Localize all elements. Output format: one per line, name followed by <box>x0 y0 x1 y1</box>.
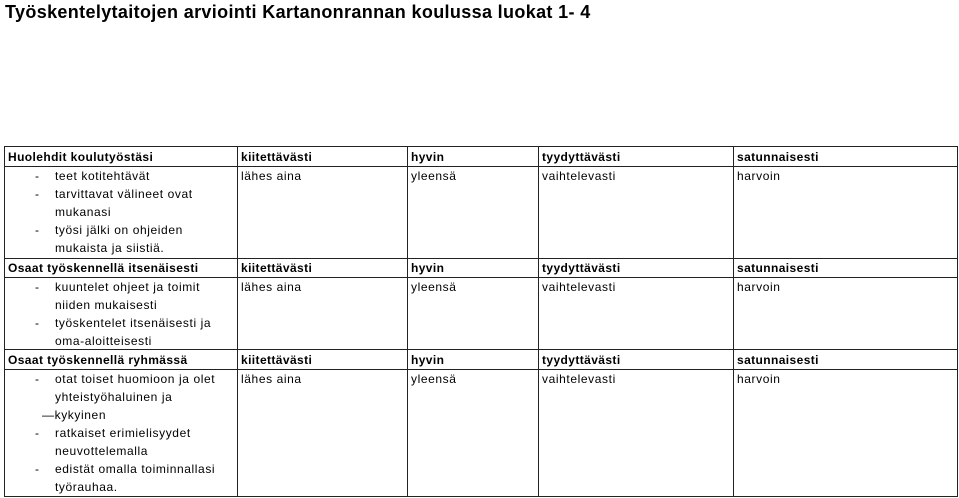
criteria-line <box>5 442 237 460</box>
criteria-item <box>5 167 237 185</box>
criteria-text: mukanasi <box>55 205 112 219</box>
criteria-item <box>5 278 237 314</box>
criteria-line <box>5 278 237 296</box>
criteria-line <box>5 424 237 442</box>
criteria-text: työskentelet itsenäisesti ja <box>55 316 212 330</box>
criteria-text: niiden mukaisesti <box>55 298 158 312</box>
bullet-dash: - <box>35 187 40 201</box>
criteria-text: otat toiset huomioon ja olet <box>55 372 216 386</box>
bullet-dash: - <box>35 316 40 330</box>
column-header-tyydyttavasti: tyydyttävästi <box>539 350 734 370</box>
criteria-line <box>5 239 237 257</box>
criteria-line <box>5 460 237 478</box>
criteria-text: edistät omalla toiminnallasi <box>55 462 216 476</box>
criteria-list <box>5 167 238 259</box>
criteria-item <box>5 424 237 460</box>
criteria-text: ratkaiset erimielisyydet <box>55 426 191 440</box>
criteria-text: työrauhaa. <box>55 480 118 494</box>
criteria-item <box>5 185 237 221</box>
column-header-satunnaisesti: satunnaisesti <box>734 259 958 278</box>
rating-vaihtelevasti: vaihtelevasti <box>539 167 734 259</box>
section-heading: Osaat työskennellä itsenäisesti <box>5 259 238 278</box>
section-heading: Osaat työskennellä ryhmässä <box>5 350 238 370</box>
criteria-item <box>5 314 237 350</box>
criteria-text: työsi jälki on ohjeiden <box>55 223 183 237</box>
column-header-tyydyttavasti: tyydyttävästi <box>539 259 734 278</box>
rating-lahes-aina: lähes aina <box>238 278 408 350</box>
column-header-hyvin: hyvin <box>408 147 539 167</box>
criteria-line <box>5 406 237 424</box>
criteria-line <box>5 478 237 496</box>
criteria-text: mukaista ja siistiä. <box>55 241 165 255</box>
column-header-kiitettavasti: kiitettävästi <box>238 350 408 370</box>
criteria-text: yhteistyöhaluinen ja <box>55 390 173 404</box>
column-header-satunnaisesti: satunnaisesti <box>734 350 958 370</box>
column-header-hyvin: hyvin <box>408 259 539 278</box>
criteria-line <box>5 185 237 203</box>
criteria-line <box>5 167 237 185</box>
criteria-line <box>5 221 237 239</box>
criteria-text: neuvottelemalla <box>55 444 149 458</box>
bullet-dash: - <box>35 169 40 183</box>
rating-yleensa: yleensä <box>408 278 539 350</box>
column-header-satunnaisesti: satunnaisesti <box>734 147 958 167</box>
criteria-text: oma-aloitteisesti <box>55 334 152 348</box>
criteria-item <box>5 370 237 424</box>
bullet-dash: - <box>35 372 40 386</box>
criteria-line <box>5 388 237 406</box>
rating-harvoin: harvoin <box>734 370 958 497</box>
section-heading: Huolehdit koulutyöstäsi <box>5 147 238 167</box>
evaluation-table <box>4 146 958 497</box>
rating-lahes-aina: lähes aina <box>238 167 408 259</box>
criteria-line <box>5 203 237 221</box>
criteria-line <box>5 370 237 388</box>
bullet-dash: - <box>35 426 40 440</box>
bullet-dash: - <box>35 223 40 237</box>
criteria-item <box>5 221 237 257</box>
criteria-list <box>5 370 238 497</box>
criteria-line <box>5 332 237 350</box>
column-header-kiitettavasti: kiitettävästi <box>238 259 408 278</box>
column-header-hyvin: hyvin <box>408 350 539 370</box>
criteria-line <box>5 314 237 332</box>
rating-harvoin: harvoin <box>734 278 958 350</box>
criteria-text: kuuntelet ohjeet ja toimit <box>55 280 201 294</box>
bullet-dash: - <box>35 462 40 476</box>
criteria-line <box>5 296 237 314</box>
criteria-text: —kykyinen <box>42 408 107 422</box>
column-header-tyydyttavasti: tyydyttävästi <box>539 147 734 167</box>
criteria-list <box>5 278 238 350</box>
rating-lahes-aina: lähes aina <box>238 370 408 497</box>
bullet-dash: - <box>35 280 40 294</box>
rating-yleensa: yleensä <box>408 167 539 259</box>
page-title: Työskentelytaitojen arviointi Kartanonrannan koulussa luokat 1- 4 <box>5 2 591 22</box>
rating-harvoin: harvoin <box>734 167 958 259</box>
rating-vaihtelevasti: vaihtelevasti <box>539 278 734 350</box>
criteria-text: tarvittavat välineet ovat <box>55 187 193 201</box>
rating-yleensa: yleensä <box>408 370 539 497</box>
criteria-item <box>5 460 237 496</box>
column-header-kiitettavasti: kiitettävästi <box>238 147 408 167</box>
criteria-text: teet kotitehtävät <box>55 169 150 183</box>
rating-vaihtelevasti: vaihtelevasti <box>539 370 734 497</box>
